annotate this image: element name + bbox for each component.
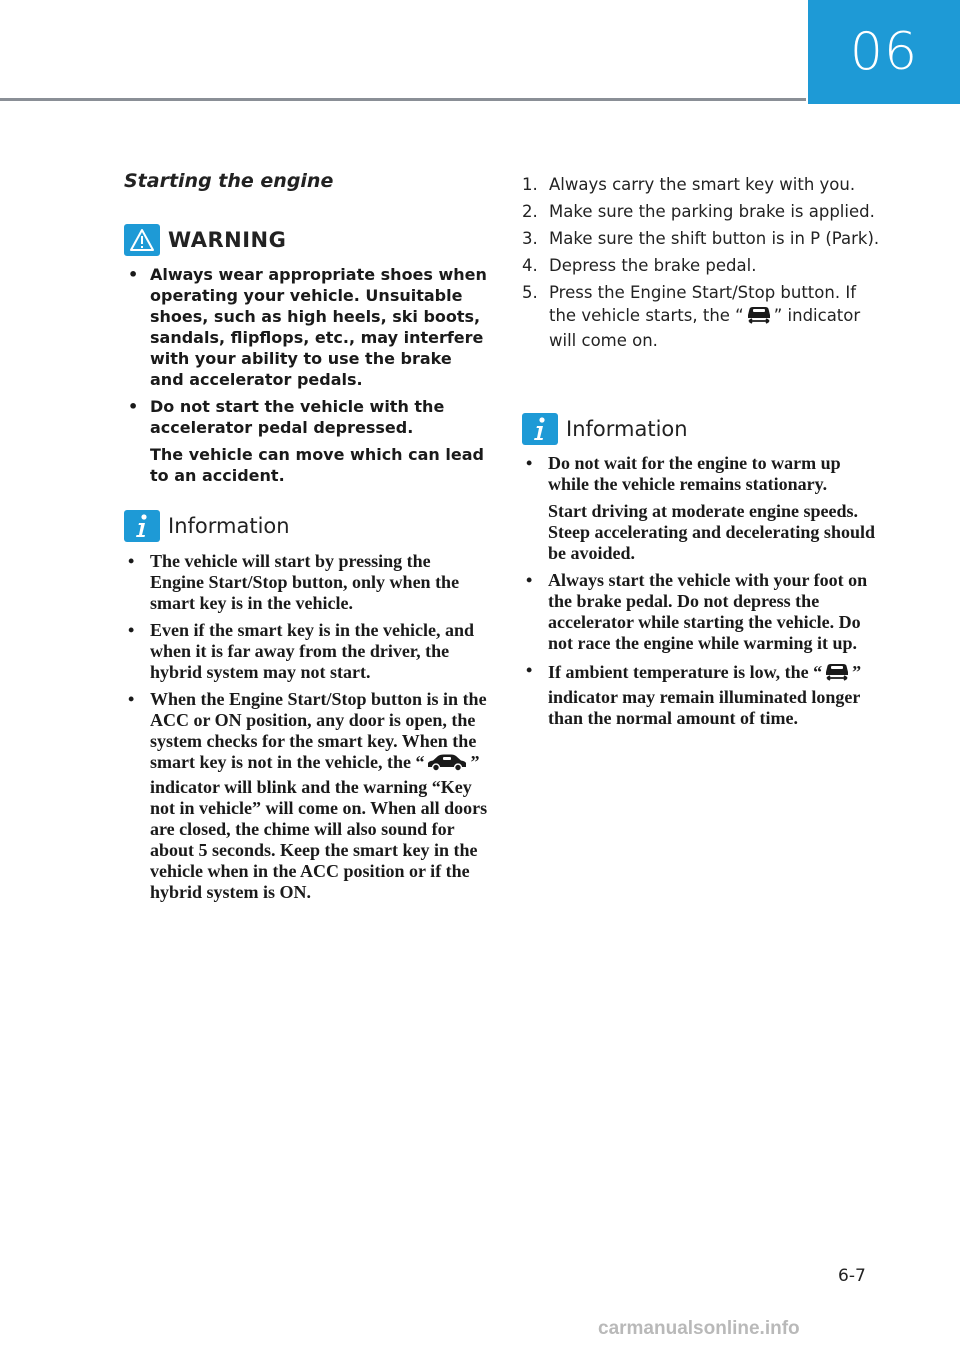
info-right-item-1-note: Start driving at moderate engine speeds. Steep accelerating and decelerating should be avoided. (548, 501, 875, 563)
ready-indicator-icon (823, 660, 851, 687)
info-right-item-2: • Always start the vehicle with your foot on the brake pedal. Do not depress the accelerator while starting the vehicle. Do not race the engine while warming it up. (522, 570, 880, 654)
header-rule (0, 98, 806, 101)
info-list-right (522, 453, 880, 735)
info-icon (124, 510, 160, 542)
info-left-item-1-text: The vehicle will start by pressing the Engine Start/Stop button, only when the smart key is in the vehicle. (150, 551, 460, 613)
page-number: 6-7 (838, 1266, 866, 1286)
info-left-item-3-text (150, 689, 488, 903)
step-5-number: 5. (522, 283, 538, 302)
warning-heading (124, 224, 286, 256)
warning-item-1-text: Always wear appropriate shoes when operating your vehicle. Unsuitable shoes, such as high heels, ski boots, sandals, flipflops, etc., may interfere with your ability to use the brake and accelerator pedals. (150, 265, 487, 389)
warning-label: WARNING (168, 228, 287, 252)
step-1-number: 1. (522, 175, 538, 194)
info-left-item-3-after: ” indicator will blink and the warning “Key not in vehicle” will come on. When all doors are closed, the chime will also sound for about 5 seconds. Keep the smart key in the vehicle when in the ACC position or if the hybrid system is ON. (150, 752, 488, 902)
info-right-item-1-text: Do not wait for the engine to warm up while the vehicle remains stationary. (548, 453, 841, 494)
info-left-item-1: • The vehicle will start by pressing the Engine Start/Stop button, only when the smart key is in the vehicle. (124, 551, 488, 614)
info-right-item-3: • If ambient temperature is low, the “ ” indicator may remain illuminated longer than the normal amount of time. (522, 660, 880, 729)
info-heading-left (124, 510, 290, 542)
info-left-item-3-before: When the Engine Start/Stop button is in the ACC or ON position, any door is open, the system checks for the smart key. When the smart key is not in the vehicle, the “ (150, 689, 487, 772)
info-label-right: Information (566, 417, 688, 441)
warning-item-2-text: Do not start the vehicle with the accelerator pedal depressed. (150, 397, 445, 437)
start-steps (522, 174, 880, 357)
step-5-after: ” indicator will come on. (549, 306, 861, 350)
info-right-item-3-text (548, 660, 880, 729)
warning-icon (124, 224, 160, 256)
step-3-number: 3. (522, 229, 538, 248)
step-3 (522, 228, 880, 249)
step-5-before: Press the Engine Start/Stop button. If the vehicle starts, the “ (549, 283, 856, 325)
info-right-item-1: • Do not wait for the engine to warm up while the vehicle remains stationary. Start driving at moderate engine speeds. Steep accelerating and decelerating should be avoided. (522, 453, 880, 564)
ready-indicator-icon (745, 303, 773, 330)
step-2-number: 2. (522, 202, 538, 221)
step-4-text: Depress the brake pedal. (549, 256, 757, 275)
warning-list (124, 264, 488, 492)
info-right-item-3-after: ” indicator may remain illuminated longer than the normal amount of time. (548, 662, 862, 728)
step-1-text: Always carry the smart key with you. (549, 175, 856, 194)
warning-item-2: • Do not start the vehicle with the accelerator pedal depressed. The vehicle can move which can lead to an accident. (124, 396, 488, 486)
info-heading-right (522, 413, 688, 445)
info-right-item-3-before: If ambient temperature is low, the “ (548, 662, 823, 682)
info-list-left (124, 551, 488, 909)
car-key-indicator-icon (425, 752, 469, 777)
step-4-number: 4. (522, 256, 538, 275)
step-4 (522, 255, 880, 276)
step-1 (522, 174, 880, 195)
step-2-text: Make sure the parking brake is applied. (549, 202, 875, 221)
watermark: carmanualsonline.info (598, 1318, 800, 1339)
step-2 (522, 201, 880, 222)
info-left-item-2-text: Even if the smart key is in the vehicle, and when it is far away from the driver, the hybrid system may not start. (150, 620, 474, 682)
info-label-left: Information (168, 514, 290, 538)
info-right-item-2-text: Always start the vehicle with your foot on the brake pedal. Do not depress the accelerator while starting the vehicle. Do not race the engine while warming it up. (548, 570, 868, 653)
warning-item-2-note: The vehicle can move which can lead to an accident. (150, 445, 484, 485)
info-left-item-3: • When the Engine Start/Stop button is in the ACC or ON position, any door is open, the system checks for the smart key. When the smart key is not in the vehicle, the “ ” indicator will blink and the warning “Key not in vehicle” will come on. When all doors are closed, the chime will also sound for about 5 seconds. Keep the smart key in the vehicle when in the ACC position or if the hybrid system is ON. (128, 689, 488, 902)
warning-item-1: • Always wear appropriate shoes when operating your vehicle. Unsuitable shoes, such as high heels, ski boots, sandals, flipflops, etc., may interfere with your ability to use the brake and accelerator pedals. (128, 265, 487, 389)
step-5 (522, 282, 880, 351)
step-3-text: Make sure the shift button is in P (Park). (549, 229, 880, 248)
chapter-tab: 06 (808, 0, 960, 104)
section-title: Starting the engine (124, 170, 334, 192)
info-left-item-2: • Even if the smart key is in the vehicle, and when it is far away from the driver, the hybrid system may not start. (124, 620, 488, 683)
info-icon (522, 413, 558, 445)
